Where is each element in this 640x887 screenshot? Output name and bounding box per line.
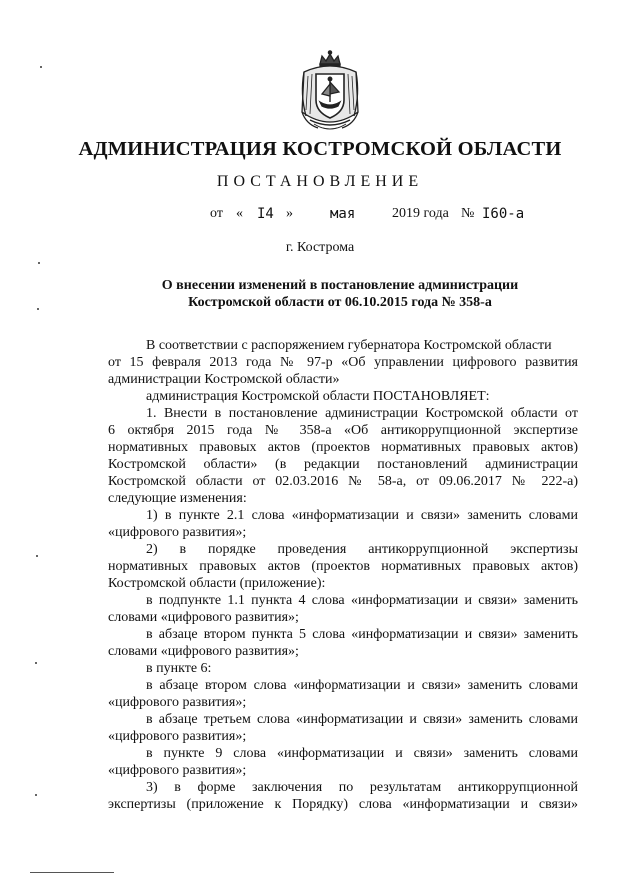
title-line-2: Костромской области от 06.10.2015 года № 358-а: [188, 295, 492, 310]
body-line: нормативных правовых актов (проектов нормативных правовых актов): [108, 440, 578, 455]
body-line: в подпункте 1.1 пункта 4 слова «информатизации и связи» заменить: [146, 593, 578, 608]
organization-title: АДМИНИСТРАЦИЯ КОСТРОМСКОЙ ОБЛАСТИ: [78, 138, 562, 160]
body-line: «цифрового развития»;: [108, 729, 247, 744]
scan-speck: [35, 662, 37, 664]
body-line: 3) в форме заключения по результатам антикоррупционной: [146, 780, 578, 795]
body-line: администрация Костромской области ПОСТАНОВЛЯЕТ:: [146, 389, 490, 404]
body-line: 1. Внести в постановление администрации Костромской области от: [146, 406, 578, 421]
document-title: [120, 277, 560, 311]
body-line: словами «цифрового развития»;: [108, 610, 299, 625]
title-line-1: О внесении изменений в постановление администрации: [161, 278, 519, 293]
body-line: нормативных правовых актов (проектов нормативных правовых актов): [108, 559, 578, 574]
date-year: 2019 года: [392, 206, 449, 221]
date-prefix: от: [210, 206, 223, 221]
body-line: Костромской области (приложение):: [108, 576, 326, 591]
body-line: Костромской области» (в редакции постановлений администрации: [108, 457, 578, 472]
body-line: в абзаце втором слова «информатизации и связи» заменить словами: [146, 678, 578, 693]
date-open-quote: «: [236, 206, 243, 221]
body-line: 2) в порядке проведения антикоррупционной экспертизы: [146, 542, 578, 557]
body-line: следующие изменения:: [108, 491, 247, 506]
body-line: экспертизы (приложение к Порядку) слова «информатизации и связи»: [108, 797, 578, 812]
coat-of-arms-icon: [296, 50, 364, 134]
body-line: в пункте 6:: [146, 661, 212, 676]
body-line: «цифрового развития»;: [108, 763, 247, 778]
date-day: I4: [257, 206, 274, 222]
body-line: от 15 февраля 2013 года № 97-р «Об управлении цифрового развития: [108, 355, 578, 370]
document-type: ПОСТАНОВЛЕНИЕ: [216, 173, 424, 190]
date-close-quote: »: [286, 206, 293, 221]
body-line: администрации Костромской области»: [108, 372, 340, 387]
body-line: в пункте 9 слова «информатизации и связи» заменить словами: [146, 746, 578, 761]
scan-speck: [36, 555, 38, 557]
body-line: в абзаце втором пункта 5 слова «информатизации и связи» заменить: [146, 627, 578, 642]
city: г. Кострома: [285, 240, 355, 255]
body-line: 1) в пункте 2.1 слова «информатизации и связи» заменить словами: [146, 508, 578, 523]
body-line: в абзаце третьем слова «информатизации и связи» заменить словами: [146, 712, 578, 727]
body-line: Костромской области от 02.03.2016 № 58-а, от 09.06.2017 № 222-а): [108, 474, 578, 489]
number-sign: №: [461, 206, 475, 221]
body-line: «цифрового развития»;: [108, 695, 247, 710]
scan-speck: [35, 794, 37, 796]
body-line: «цифрового развития»;: [108, 525, 247, 540]
body-line: В соответствии с распоряжением губернатора Костромской области: [146, 338, 552, 353]
date-month: мая: [330, 206, 356, 222]
body-line: 6 октября 2015 года № 358-а «Об антикоррупционной экспертизе: [108, 423, 578, 438]
body-line: словами «цифрового развития»;: [108, 644, 299, 659]
scan-speck: [40, 66, 42, 68]
bottom-rule: [30, 872, 114, 873]
document-number: I60-а: [482, 206, 525, 222]
scan-speck: [38, 262, 40, 264]
scan-speck: [37, 308, 39, 310]
